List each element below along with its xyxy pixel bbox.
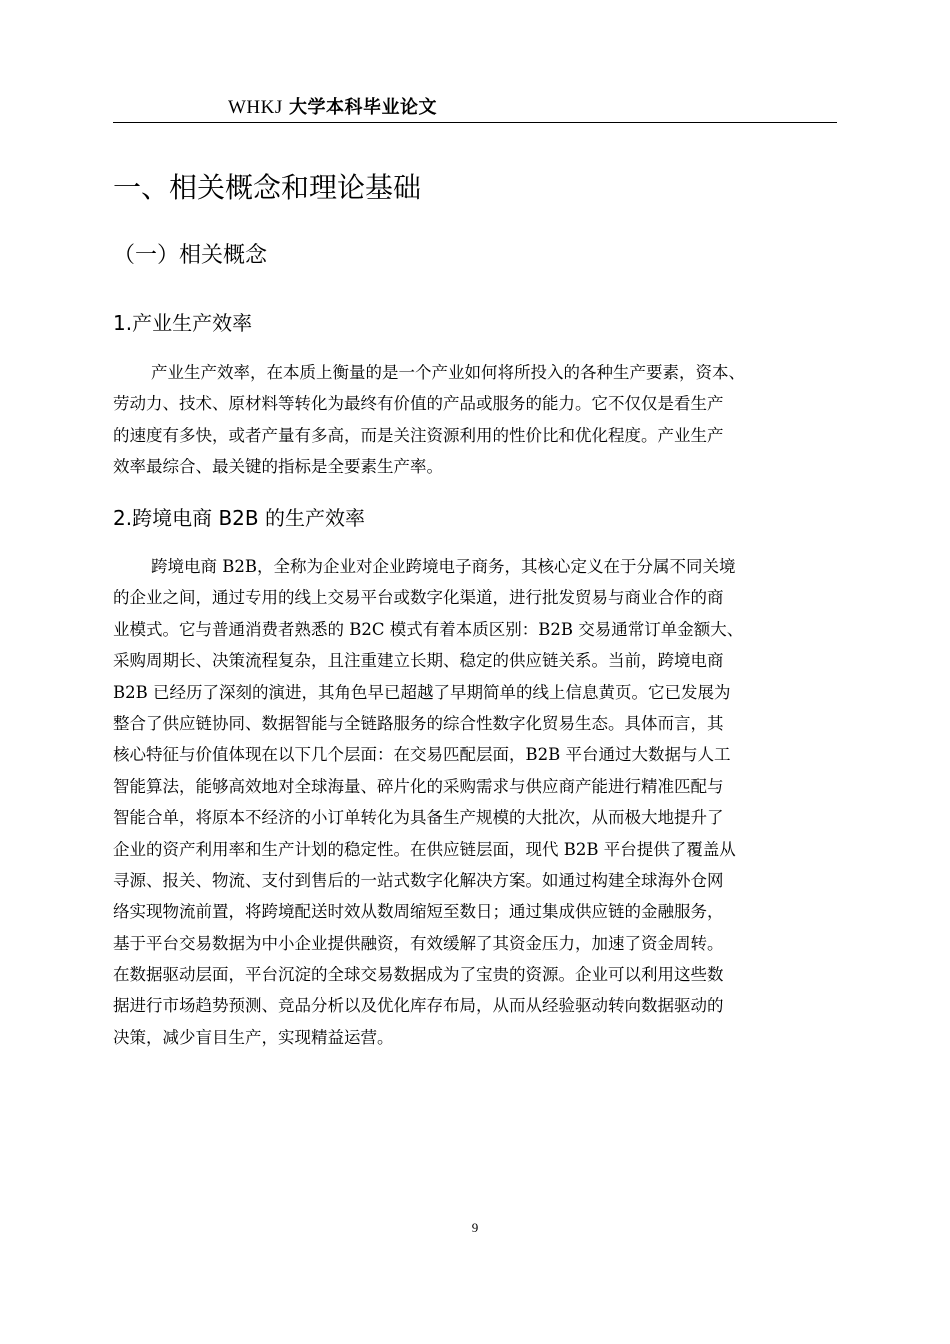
subsection-title-2: 2.跨境电商 B2B 的生产效率 — [113, 506, 365, 530]
paragraph-line: 整合了供应链协同、数据智能与全链路服务的综合性数字化贸易生态。具体而言，其 — [113, 713, 724, 733]
paragraph-1 — [113, 357, 837, 483]
paragraph-line: 企业的资产利用率和生产计划的稳定性。在供应链层面，现代 B2B 平台提供了覆盖从 — [113, 839, 736, 859]
section-title: （一）相关概念 — [113, 243, 268, 268]
paragraph-line: 劳动力、技术、原材料等转化为最终有价值的产品或服务的能力。它不仅仅是看生产 — [113, 394, 724, 414]
paragraph-line: 业模式。它与普通消费者熟悉的 B2C 模式有着本质区别：B2B 交易通常订单金额大、 — [113, 619, 744, 639]
chapter-title: 一、相关概念和理论基础 — [113, 171, 422, 204]
header-title — [228, 93, 437, 119]
page-header — [113, 90, 837, 123]
paragraph-line: 决策，减少盲目生产，实现精益运营。 — [113, 1027, 394, 1047]
paragraph-line: 智能算法，能够高效地对全球海量、碎片化的采购需求与供应商产能进行精准匹配与 — [113, 776, 724, 796]
paragraph-line: 效率最综合、最关键的指标是全要素生产率。 — [113, 457, 443, 477]
paragraph-line: 络实现物流前置，将跨境配送时效从数周缩短至数日；通过集成供应链的金融服务， — [113, 902, 724, 922]
paragraph-line: 产业生产效率，在本质上衡量的是一个产业如何将所投入的各种生产要素，资本、 — [151, 363, 745, 382]
page-number: 9 — [471, 1220, 479, 1235]
paragraph-line: B2B 已经历了深刻的演进，其角色早已超越了早期简单的线上信息黄页。它已发展为 — [113, 682, 731, 702]
paragraph-line: 跨境电商 B2B，全称为企业对企业跨境电子商务，其核心定义在于分属不同关境 — [151, 557, 736, 576]
paragraph-line: 采购周期长、决策流程复杂，且注重建立长期、稳定的供应链关系。当前，跨境电商 — [113, 651, 724, 671]
subsection-title-1: 1.产业生产效率 — [113, 311, 253, 335]
paragraph-line: 在数据驱动层面，平台沉淀的全球交易数据成为了宝贵的资源。企业可以利用这些数 — [113, 965, 724, 985]
paragraph-line: 据进行市场趋势预测、竞品分析以及优化库存布局，从而从经验驱动转向数据驱动的 — [113, 996, 724, 1016]
paragraph-line: 基于平台交易数据为中小企业提供融资，有效缓解了其资金压力，加速了资金周转。 — [113, 933, 724, 953]
paragraph-line: 的企业之间，通过专用的线上交易平台或数字化渠道，进行批发贸易与商业合作的商 — [113, 588, 724, 608]
header-latin: WHKJ — [228, 97, 283, 118]
paragraph-line: 的速度有多快，或者产量有多高，而是关注资源利用的性价比和优化程度。产业生产 — [113, 425, 724, 445]
header-cjk: 大学本科毕业论文 — [289, 97, 438, 118]
paragraph-2 — [113, 551, 837, 1053]
paragraph-line: 寻源、报关、物流、支付到售后的一站式数字化解决方案。如通过构建全球海外仓网 — [113, 870, 724, 890]
paragraph-line: 核心特征与价值体现在以下几个层面：在交易匹配层面，B2B 平台通过大数据与人工 — [113, 745, 731, 765]
paragraph-line: 智能合单，将原本不经济的小订单转化为具备生产规模的大批次，从而极大地提升了 — [113, 808, 724, 828]
